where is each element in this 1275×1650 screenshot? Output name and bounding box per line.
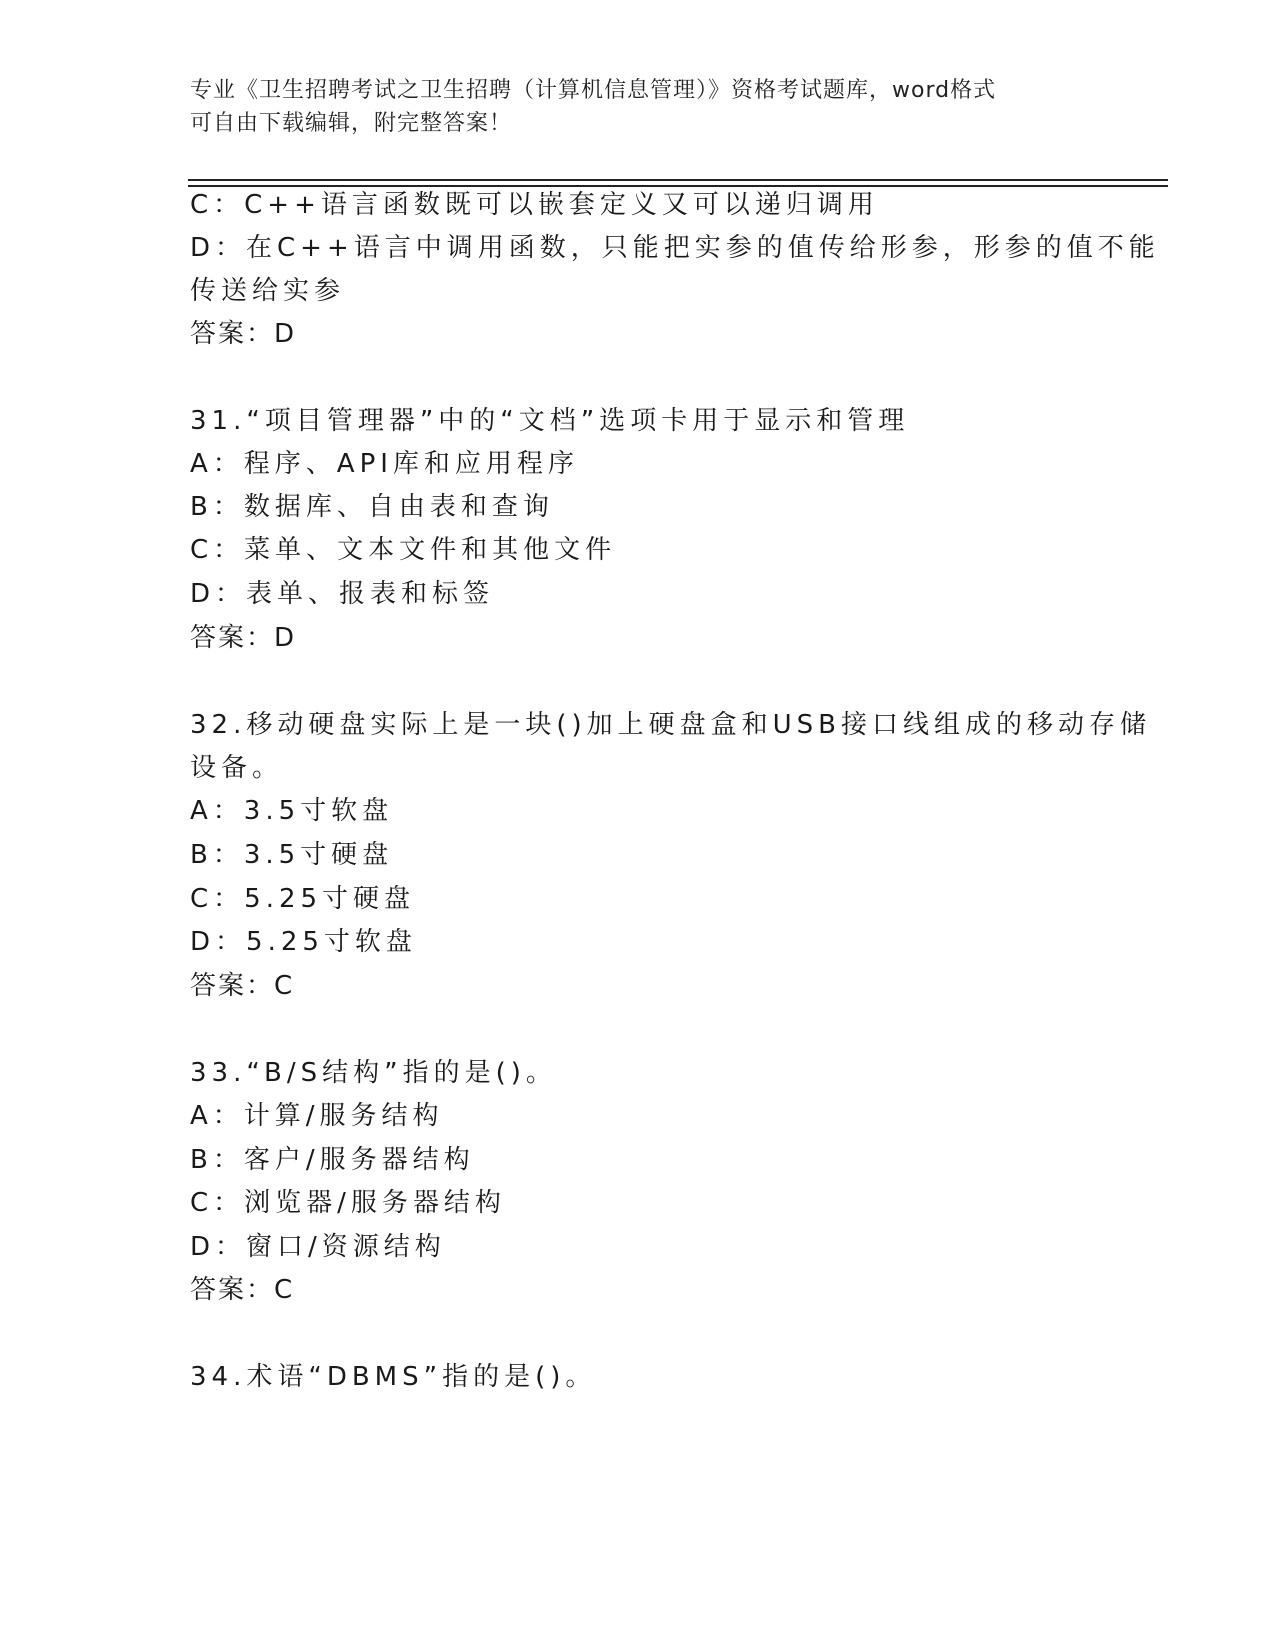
- question-33-option-d: D：窗口/资源结构: [190, 1232, 446, 1262]
- question-33-option-b: B：客户/服务器结构: [190, 1145, 475, 1175]
- question-31-option-c: C：菜单、文本文件和其他文件: [190, 535, 617, 565]
- question-31-answer: 答案：D: [190, 623, 297, 653]
- question-31-option-a: A：程序、API库和应用程序: [190, 449, 579, 479]
- question-32-option-b: B：3.5寸硬盘: [190, 840, 394, 870]
- question-31-stem: 31.“项目管理器”中的“文档”选项卡用于显示和管理: [190, 406, 910, 436]
- header-divider-top: [188, 179, 1168, 181]
- option-d-previous-line-2: 传送给实参: [190, 276, 346, 306]
- question-31-option-d: D：表单、报表和标签: [190, 579, 495, 609]
- question-33-option-c: C：浏览器/服务器结构: [190, 1188, 506, 1218]
- question-33-stem: 33.“B/S结构”指的是()。: [190, 1058, 557, 1088]
- answer-previous: 答案：D: [190, 319, 297, 349]
- question-32-option-a: A：3.5寸软盘: [190, 796, 394, 826]
- option-d-previous-line-1: D：在C++语言中调用函数，只能把实参的值传给形参，形参的值不能: [190, 233, 1160, 263]
- header-title-line-1: 专业《卫生招聘考试之卫生招聘（计算机信息管理）》资格考试题库，word格式: [190, 78, 997, 103]
- header-divider-bottom: [188, 185, 1168, 187]
- option-c-previous: C：C++语言函数既可以嵌套定义又可以递归调用: [190, 190, 879, 220]
- header-title-line-2: 可自由下载编辑，附完整答案！: [190, 111, 513, 136]
- question-32-answer: 答案：C: [190, 971, 295, 1001]
- question-31-option-b: B：数据库、自由表和查询: [190, 492, 554, 522]
- question-32-stem-line-1: 32.移动硬盘实际上是一块()加上硬盘盒和USB接口线组成的移动存储: [190, 710, 1152, 740]
- question-32-option-d: D：5.25寸软盘: [190, 927, 417, 957]
- question-33-option-a: A：计算/服务结构: [190, 1101, 444, 1131]
- question-33-answer: 答案：C: [190, 1275, 295, 1305]
- question-34-stem: 34.术语“DBMS”指的是()。: [190, 1362, 597, 1392]
- question-32-option-c: C：5.25寸硬盘: [190, 884, 416, 914]
- document-header: [190, 74, 1090, 140]
- question-32-stem-line-2: 设备。: [190, 753, 284, 783]
